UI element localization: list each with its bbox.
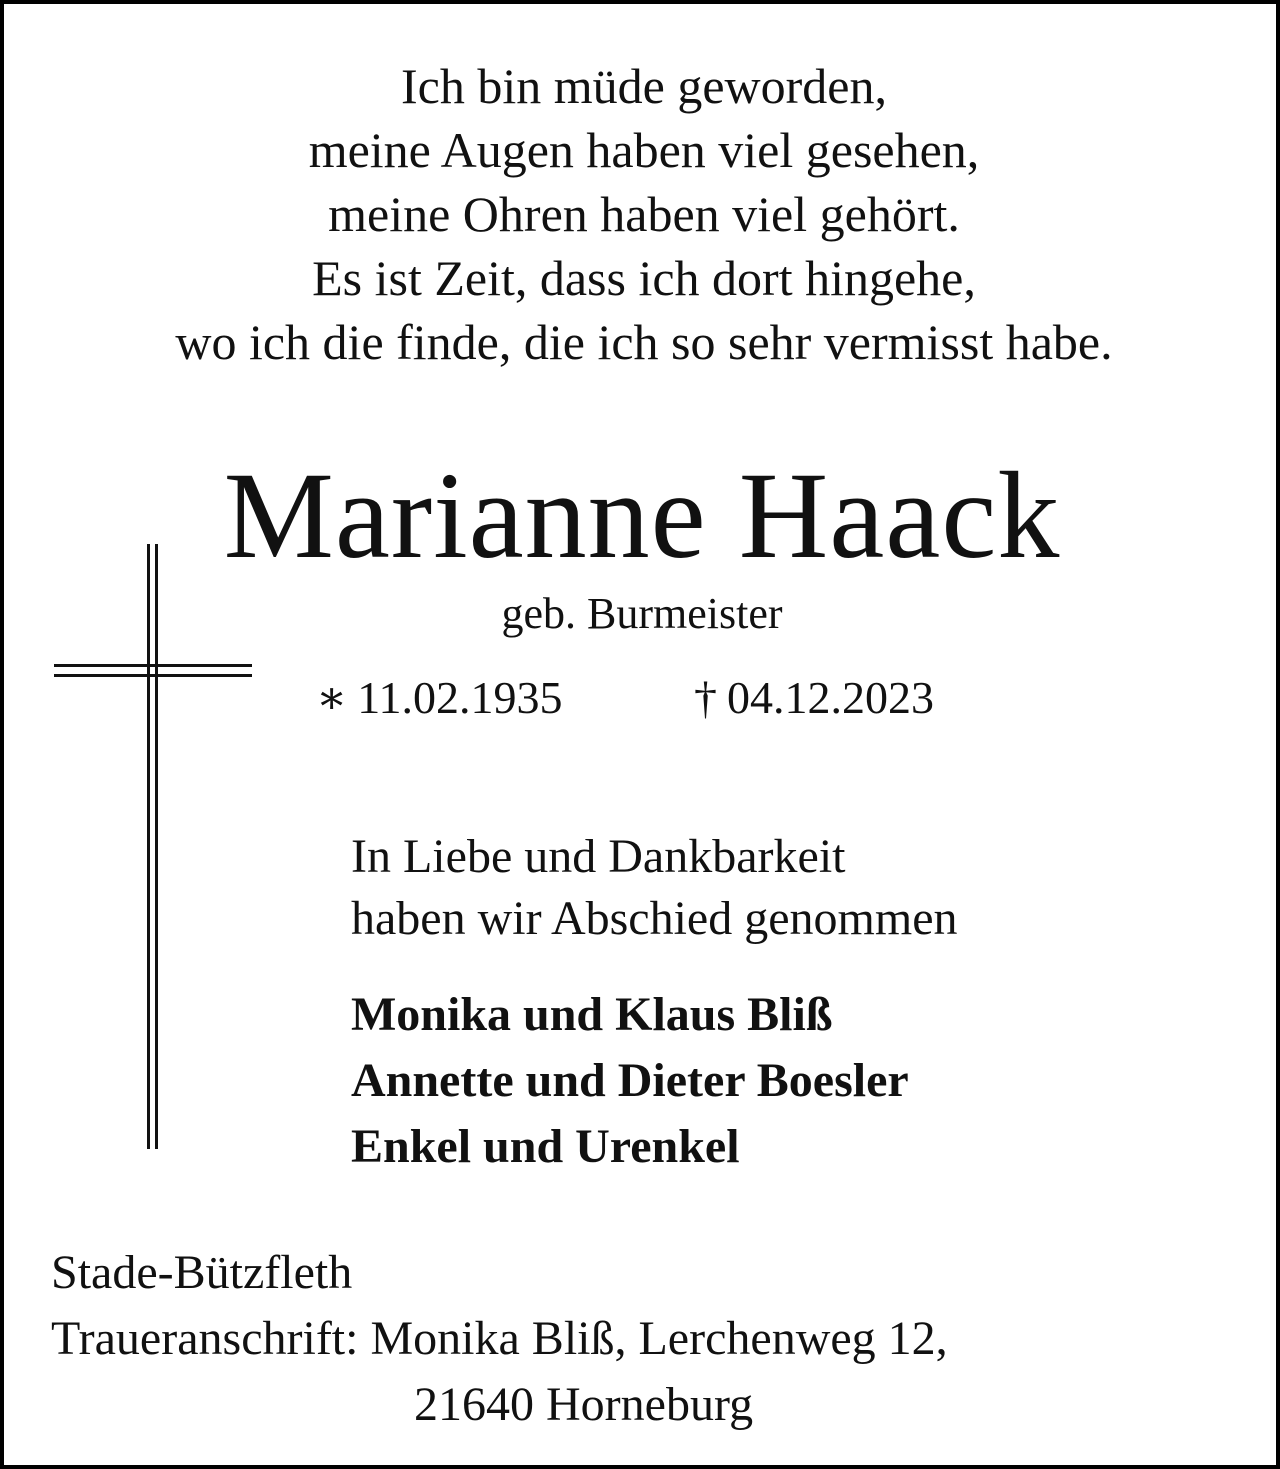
cross-horizontal-bar: [54, 664, 252, 667]
farewell-line: haben wir Abschied genommen: [351, 892, 958, 945]
poem-line: meine Augen haben viel gesehen,: [308, 122, 980, 178]
death-dagger-icon: †: [694, 672, 717, 723]
cross-horizontal-bar: [54, 674, 252, 677]
poem-line: Es ist Zeit, dass ich dort hingehe,: [312, 250, 976, 306]
poem-line: Ich bin müde geworden,: [401, 58, 887, 114]
mourning-address-city: 21640 Horneburg: [414, 1378, 754, 1431]
birth-date: 11.02.1935: [357, 672, 563, 723]
cross-vertical-bar: [155, 544, 158, 1149]
birth-name: geb. Burmeister: [501, 589, 783, 638]
farewell-text: [351, 826, 958, 950]
poem: [4, 54, 1280, 374]
farewell-line: In Liebe und Dankbarkeit: [351, 830, 846, 883]
mourner: Enkel und Urenkel: [351, 1120, 740, 1173]
poem-line: meine Ohren haben viel gehört.: [328, 186, 960, 242]
deceased-name: Marianne Haack: [223, 447, 1061, 584]
poem-line: wo ich die finde, die ich so sehr vermisst habe.: [175, 314, 1113, 370]
mourner: Monika und Klaus Bliß: [351, 988, 833, 1041]
death-date: 04.12.2023: [727, 672, 934, 723]
death-date-group: [694, 668, 934, 728]
birth-star-icon: ∗: [316, 672, 348, 723]
double-line-cross-icon: [54, 544, 254, 1149]
cross-vertical-bar: [147, 544, 150, 1149]
mourner: Annette und Dieter Boesler: [351, 1054, 909, 1107]
mourning-address: Traueranschrift: Monika Bliß, Lerchenweg 12,: [51, 1312, 948, 1365]
place: Stade-Bützfleth: [51, 1246, 353, 1299]
mourners-list: [351, 982, 909, 1180]
birth-date-group: [316, 668, 563, 728]
